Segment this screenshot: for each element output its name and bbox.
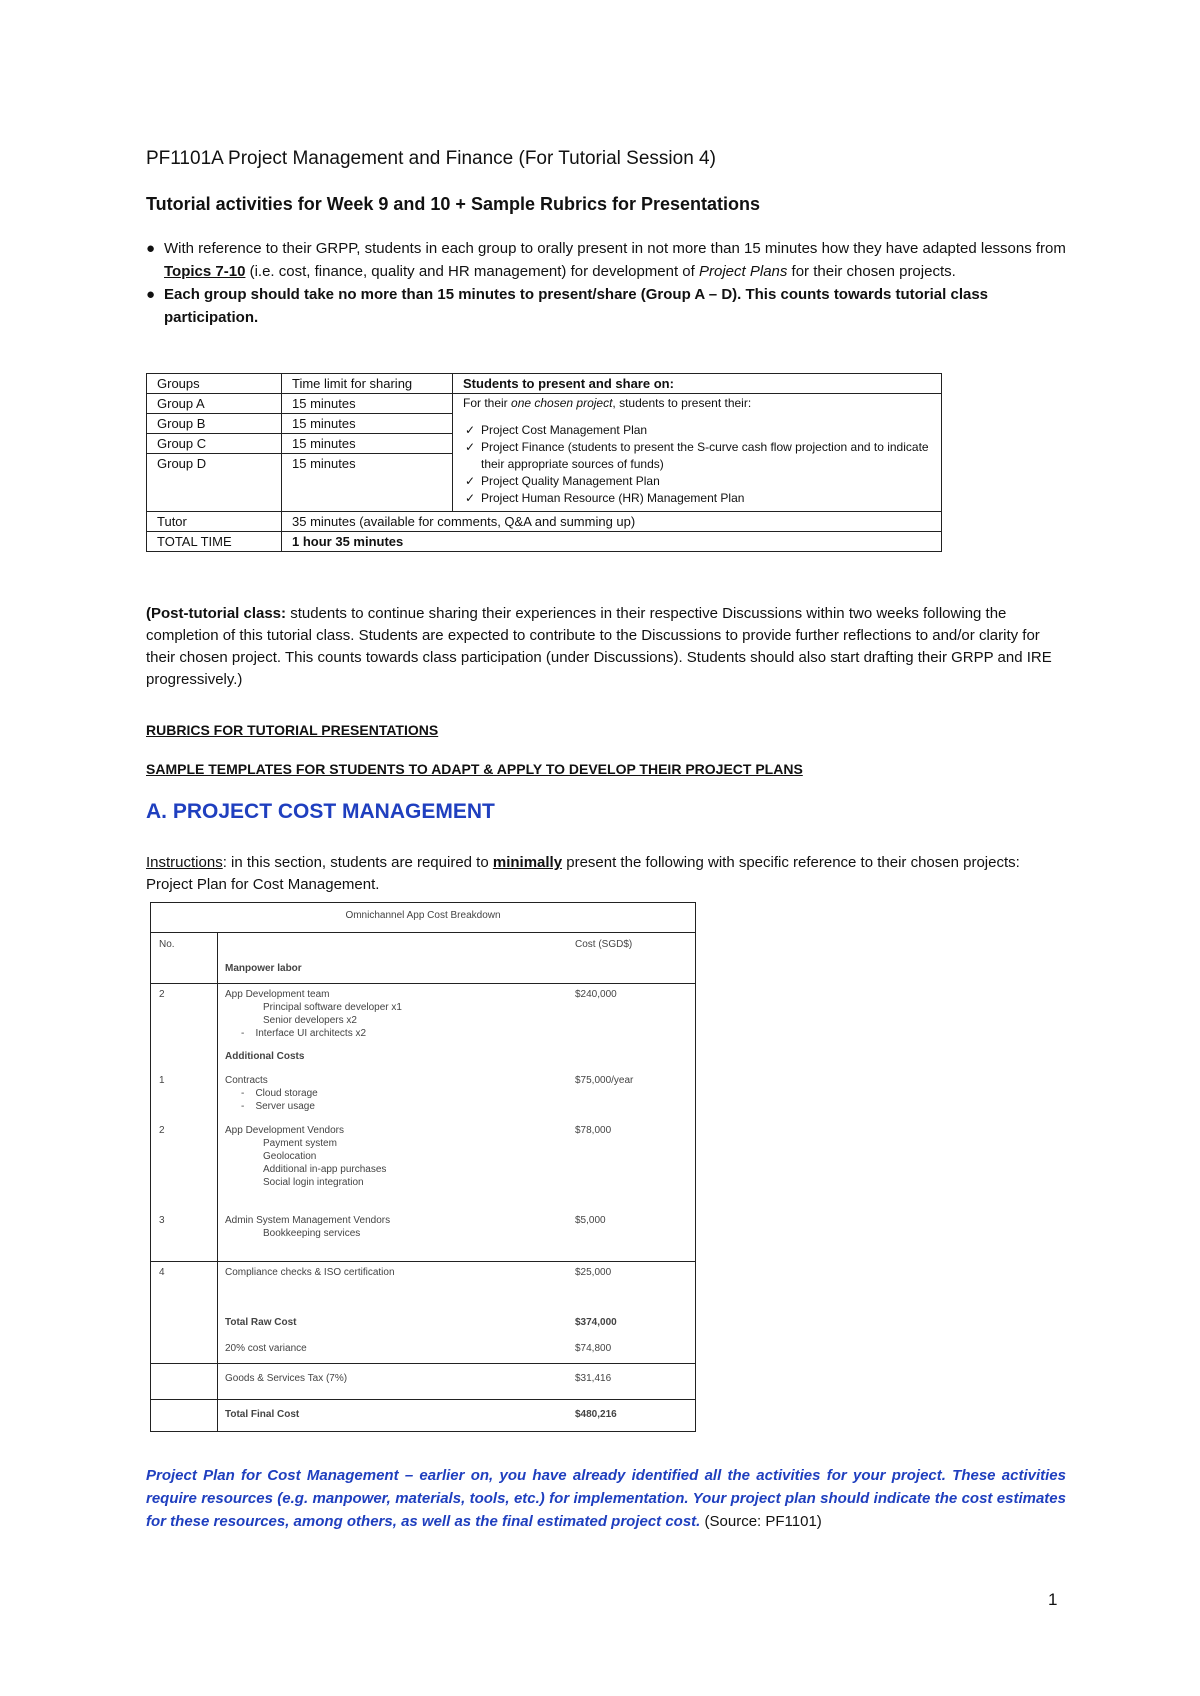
row-no: 4 <box>159 1267 165 1278</box>
row-cost: $75,000/year <box>575 1075 634 1086</box>
row-divider <box>151 1261 695 1262</box>
tutor-time: 35 minutes (available for comments, Q&A and summing up) <box>282 512 942 532</box>
checkmark-icon: ✓ <box>465 423 476 437</box>
table-header: Groups <box>147 374 282 394</box>
document-subtitle: Tutorial activities for Week 9 and 10 + Sample Rubrics for Presentations <box>146 194 761 214</box>
row-item: Compliance checks & ISO certification <box>225 1267 395 1278</box>
post-tutorial-paragraph: (Post-tutorial class: students to continue sharing their experiences in their respective Discussions within two weeks following the completion of this tutorial class. Students are expected to contribute to the Discussions to provide further reflections to and/or clarity for their chosen project. This counts towards class participation (under Discussions). Students should also start drafting their GRPP and IRE progressively.) <box>146 605 1052 688</box>
cost-management-note: Project Plan for Cost Management – earlier on, you have already identified all the activities for your project. These activities require resources (e.g. manpower, materials, tools, etc.) for implementation. Your project plan should indicate the cost estimates for these resources, among others, as well as the final estimated project cost. (Source: PF1101) <box>146 1467 1066 1530</box>
cost-breakdown-table <box>150 902 696 1432</box>
sub-item: Additional in-app purchases <box>263 1164 387 1175</box>
tutor-label: Tutor <box>147 512 282 532</box>
row-no: 3 <box>159 1215 165 1226</box>
group-schedule-table <box>146 373 942 552</box>
sub-item: Social login integration <box>263 1177 364 1188</box>
row-no: 1 <box>159 1075 165 1086</box>
list-item: ✓ Project Cost Management Plan <box>465 423 648 437</box>
row-no: 2 <box>159 1125 165 1136</box>
sub-item: Principal software developer x1 <box>263 1002 402 1013</box>
gst-label: Goods & Services Tax (7%) <box>225 1373 348 1384</box>
variance-label: 20% cost variance <box>225 1343 307 1354</box>
topics-link: Topics 7-10 <box>164 263 246 280</box>
sub-item: Bookkeeping services <box>263 1228 361 1239</box>
sub-item: - Interface UI architects x2 <box>241 1028 367 1039</box>
instruction-bullet-1: ● With reference to their GRPP, students in each group to orally present in not more than 15 minutes how they have adapted lessons from Topics 7-10 (i.e. cost, finance, quality and HR management) for development of Project Plans for their chosen projects. <box>146 237 1066 283</box>
sub-item: Senior developers x2 <box>263 1015 357 1026</box>
column-header-cost: Cost (SGD$) <box>575 939 633 950</box>
table-row <box>147 532 942 552</box>
checkmark-icon: ✓ <box>465 440 476 454</box>
row-item: App Development Vendors <box>225 1125 344 1136</box>
course-title: PF1101A Project Management and Finance (For Tutorial Session 4) <box>146 148 716 169</box>
time-cell: 15 minutes <box>282 414 453 434</box>
group-cell: Group D <box>147 454 282 512</box>
row-cost: $240,000 <box>575 989 617 1000</box>
row-cost: $25,000 <box>575 1267 612 1278</box>
row-item: Contracts <box>225 1075 268 1086</box>
group-cell: Group A <box>147 394 282 414</box>
sub-item: - Cloud storage <box>241 1088 318 1099</box>
instruction-bullet-2: ● Each group should take no more than 15 minutes to present/share (Group A – D). This counts towards tutorial class participation. <box>146 283 1066 329</box>
section-a-title: A. PROJECT COST MANAGEMENT <box>146 800 495 823</box>
row-item: App Development team <box>225 989 330 1000</box>
sub-item: Payment system <box>263 1138 337 1149</box>
final-cost-label: Total Final Cost <box>225 1409 300 1420</box>
manpower-label: Manpower labor <box>225 963 302 974</box>
time-cell: 15 minutes <box>282 394 453 414</box>
row-cost: $78,000 <box>575 1125 612 1136</box>
sub-item: - Server usage <box>241 1101 315 1112</box>
column-header-no: No. <box>159 939 175 950</box>
total-label: TOTAL TIME <box>147 532 282 552</box>
rubrics-heading: RUBRICS FOR TUTORIAL PRESENTATIONS <box>146 722 439 738</box>
table-caption: Omnichannel App Cost Breakdown <box>151 910 695 933</box>
present-topics-cell <box>453 394 942 512</box>
list-item: ✓ Project Quality Management Plan <box>465 474 660 488</box>
group-cell: Group B <box>147 414 282 434</box>
page-number: 1 <box>1048 1590 1058 1609</box>
gst-value: $31,416 <box>575 1373 612 1384</box>
row-no: 2 <box>159 989 165 1000</box>
additional-costs-label: Additional Costs <box>225 1051 305 1062</box>
final-cost-value: $480,216 <box>575 1409 617 1420</box>
group-cell: Group C <box>147 434 282 454</box>
sub-item: Geolocation <box>263 1151 317 1162</box>
time-cell: 15 minutes <box>282 434 453 454</box>
table-row <box>147 394 942 414</box>
checkmark-icon: ✓ <box>465 491 476 505</box>
variance-value: $74,800 <box>575 1343 612 1354</box>
section-a-instructions: Instructions: in this section, students are required to minimally present the following with specific reference to their chosen projects: Project Plan for Cost Management. <box>146 854 1020 893</box>
time-cell: 15 minutes <box>282 454 453 512</box>
list-item: ✓ Project Human Resource (HR) Management Plan <box>465 491 745 505</box>
bullet-icon: ● <box>146 286 156 303</box>
row-item: Admin System Management Vendors <box>225 1215 391 1226</box>
table-header-row <box>147 374 942 394</box>
present-intro: For their one chosen project, students to present their: <box>463 396 752 410</box>
bullet-icon: ● <box>146 240 156 257</box>
total-raw-value: $374,000 <box>575 1317 617 1328</box>
instruction-list <box>146 237 1066 329</box>
column-divider <box>217 933 218 1431</box>
row-cost: $5,000 <box>575 1215 606 1226</box>
total-time: 1 hour 35 minutes <box>282 532 942 552</box>
present-topics-list <box>463 422 931 507</box>
table-header: Students to present and share on: <box>453 374 942 394</box>
row-divider <box>151 983 695 984</box>
checkmark-icon: ✓ <box>465 474 476 488</box>
table-header: Time limit for sharing <box>282 374 453 394</box>
table-row <box>147 512 942 532</box>
total-raw-label: Total Raw Cost <box>225 1317 297 1328</box>
templates-heading: SAMPLE TEMPLATES FOR STUDENTS TO ADAPT & APPLY TO DEVELOP THEIR PROJECT PLANS <box>146 761 803 777</box>
row-divider <box>151 1399 695 1400</box>
row-divider <box>151 1363 695 1364</box>
list-item: ✓ Project Finance (students to present the S-curve cash flow projection and to indicate their appropriate sources of funds) <box>465 440 929 471</box>
